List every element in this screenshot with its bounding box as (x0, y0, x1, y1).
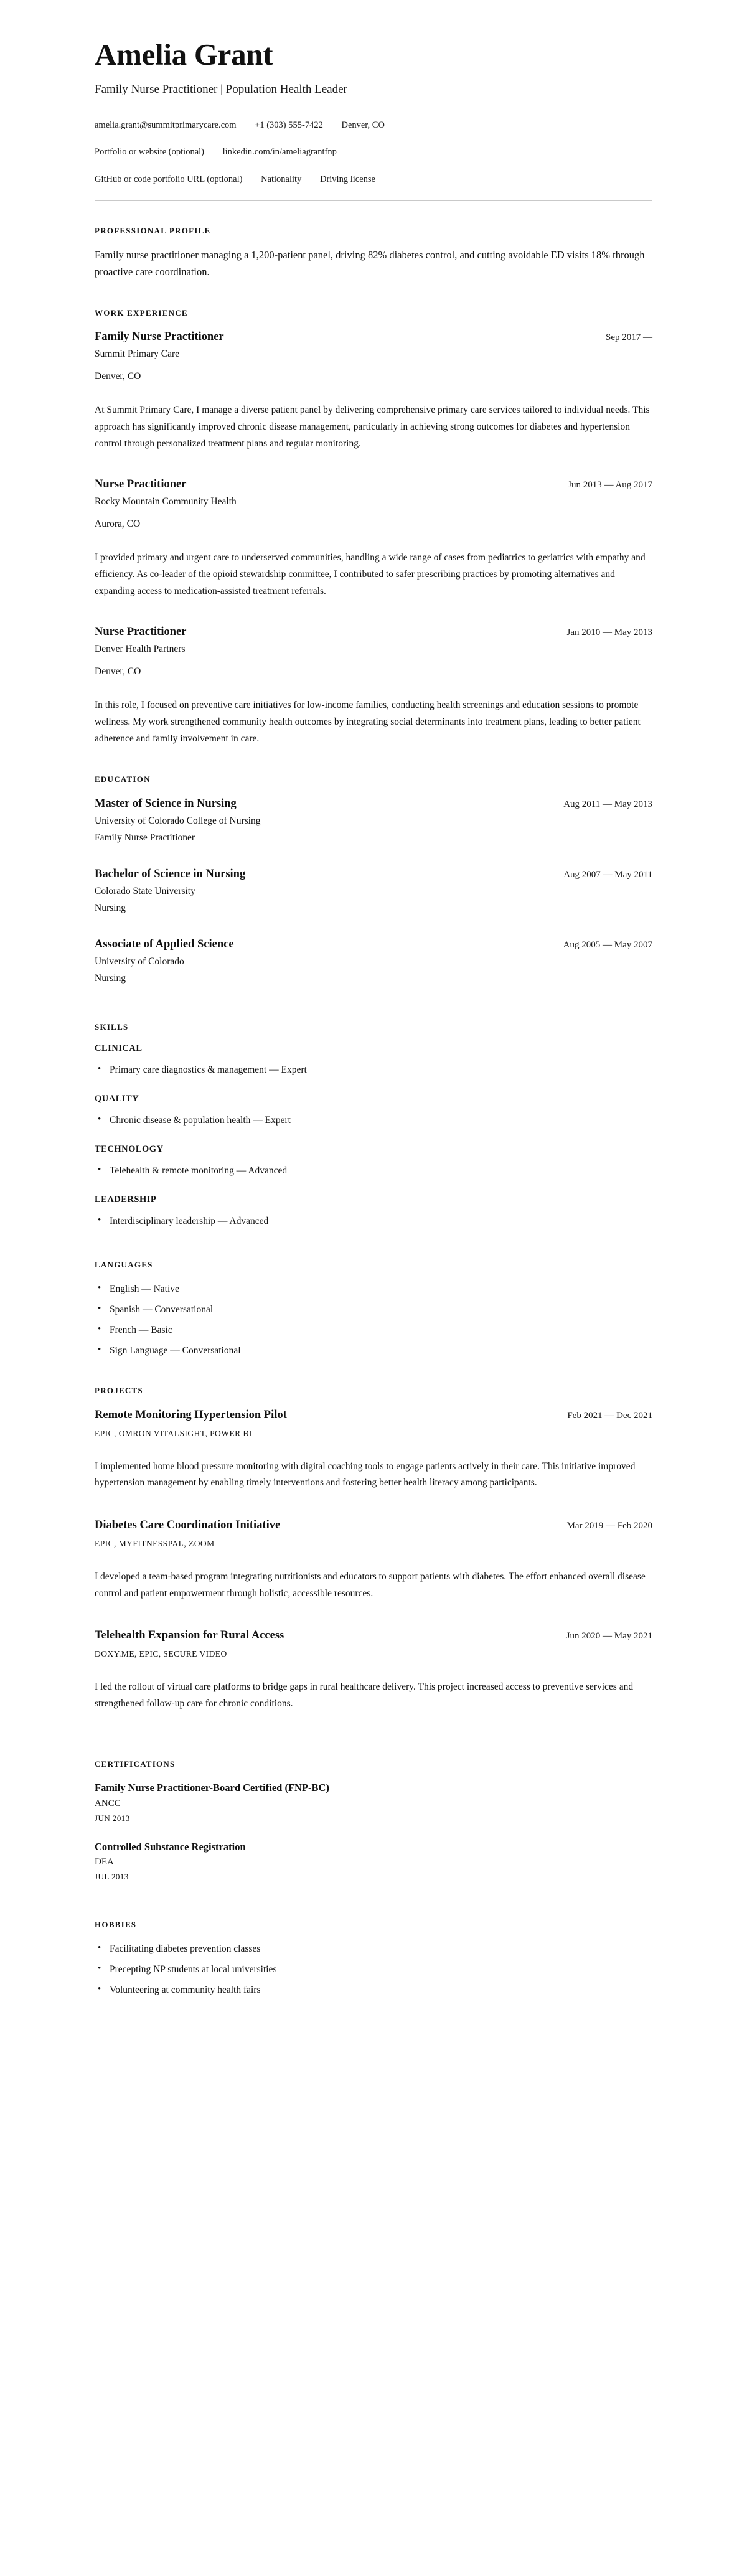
education-entry-header (95, 867, 652, 881)
education-entry (95, 867, 652, 916)
work-entry-description: In this role, I focused on preventive care initiatives for low-income families, conducting health screenings and education sessions to promote wellness. My work strengthened community health outcomes by integrating social determinants into treatment plans, leading to better patient adherence and family involvement in care. (95, 700, 641, 744)
skill-group-label: TECHNOLOGY (95, 1144, 164, 1155)
skill-group-label: CLINICAL (95, 1043, 143, 1054)
section-skills (95, 1022, 652, 1229)
project-entry-header (95, 1518, 652, 1533)
skill-group-quality (95, 1094, 652, 1128)
work-entry-company: Summit Primary Care (95, 349, 180, 360)
work-entry-location: Denver, CO (95, 665, 141, 677)
contact-portfolio-placeholder[interactable]: Portfolio or website (optional) (95, 147, 204, 157)
certification-issuer: DEA (95, 1857, 114, 1868)
skill-group-leadership (95, 1195, 652, 1229)
section-professional-profile (95, 226, 652, 281)
section-projects (95, 1386, 652, 1712)
contact-nationality-placeholder[interactable]: Nationality (261, 174, 302, 185)
candidate-headline: Family Nurse Practitioner | Population Health Leader (95, 82, 347, 96)
education-date: Aug 2005 — May 2007 (563, 939, 652, 950)
contact-driving-license-placeholder[interactable]: Driving license (319, 174, 375, 185)
section-title-projects: PROJECTS (95, 1386, 143, 1396)
project-entry (95, 1628, 652, 1712)
spacer (95, 1245, 652, 1260)
contact-github-placeholder[interactable]: GitHub or code portfolio URL (optional) (95, 174, 243, 185)
contact-line-primary (95, 119, 652, 133)
work-entry-title: Family Nurse Practitioner (95, 331, 224, 344)
candidate-name: Amelia Grant (95, 37, 273, 72)
skill-group-label: LEADERSHIP (95, 1195, 157, 1205)
hobby-list (95, 1942, 652, 1998)
skill-group-label: QUALITY (95, 1094, 139, 1104)
language-item: • Sign Language — Conversational (95, 1343, 652, 1358)
project-entry-header (95, 1408, 652, 1422)
contact-email[interactable]: amelia.grant@summitprimarycare.com (95, 120, 237, 130)
education-field: Family Nurse Practitioner (95, 832, 195, 844)
skill-list (95, 1214, 652, 1229)
work-entry (95, 477, 652, 599)
education-degree: Master of Science in Nursing (95, 797, 237, 810)
skill-list (95, 1163, 652, 1178)
spacer (95, 747, 652, 774)
project-entry (95, 1518, 652, 1602)
education-entry-header (95, 796, 652, 811)
education-entry-header (95, 937, 652, 952)
work-entry-header (95, 329, 652, 344)
header-divider (95, 200, 652, 201)
section-hobbies (95, 1920, 652, 1998)
education-school: University of Colorado (95, 956, 184, 967)
project-title: Diabetes Care Coordination Initiative (95, 1518, 281, 1531)
education-degree: Associate of Applied Science (95, 938, 234, 951)
profile-summary-text: Family nurse practitioner managing a 1,200-patient panel, driving 82% diabetes control, and cutting avoidable ED visits 18% through proactive care coordination. (95, 249, 645, 278)
work-entry-header (95, 477, 652, 492)
section-title-hobbies: HOBBIES (95, 1920, 137, 1930)
skill-list (95, 1063, 652, 1078)
contact-line-secondary (95, 146, 652, 159)
work-entry-date: Sep 2017 — (606, 332, 652, 343)
resume-header (95, 39, 652, 201)
project-description: I implemented home blood pressure monitoring with digital coaching tools to engage patients actively in their care. This initiative improved hypertension management by enabling timely interventions and fostering better health literacy among participants. (95, 1460, 636, 1488)
contact-linkedin[interactable]: linkedin.com/in/ameliagrantfnp (222, 147, 337, 157)
skill-item: • Interdisciplinary leadership — Advanced (95, 1214, 652, 1229)
contact-location: Denver, CO (341, 120, 385, 130)
spacer (95, 1738, 652, 1759)
project-description: I led the rollout of virtual care platforms to bridge gaps in rural healthcare delivery. This project increased access to preventive services and strengthened follow-up care for chronic conditions. (95, 1681, 634, 1709)
skill-group-clinical (95, 1043, 652, 1078)
project-tools: DOXY.ME, EPIC, SECURE VIDEO (95, 1649, 227, 1659)
skill-item: • Primary care diagnostics & management — Expert (95, 1063, 652, 1078)
certification-entry (95, 1781, 652, 1824)
skill-group-technology (95, 1144, 652, 1178)
work-entry-company: Denver Health Partners (95, 644, 186, 655)
certification-date: JUN 2013 (95, 1813, 130, 1823)
hobby-item: • Volunteering at community health fairs (95, 1983, 652, 1998)
work-entry (95, 624, 652, 747)
project-date: Mar 2019 — Feb 2020 (566, 1520, 652, 1531)
education-school: University of Colorado College of Nursing (95, 815, 261, 826)
project-description: I developed a team-based program integrating nutritionists and educators to support patients with diabetes. The effort enhanced overall disease control and patient empowerment through holistic, accessible resources. (95, 1571, 646, 1599)
certification-title: Family Nurse Practitioner-Board Certified (FNP-BC) (95, 1782, 329, 1794)
certification-date: JUL 2013 (95, 1872, 129, 1882)
section-title-profile: PROFESSIONAL PROFILE (95, 225, 211, 235)
section-title-education: EDUCATION (95, 774, 151, 784)
section-title-languages: LANGUAGES (95, 1260, 153, 1270)
language-item: • French — Basic (95, 1323, 652, 1338)
certification-issuer: ANCC (95, 1798, 121, 1808)
work-entry-company: Rocky Mountain Community Health (95, 496, 237, 507)
work-entry-title: Nurse Practitioner (95, 626, 187, 639)
section-title-work: WORK EXPERIENCE (95, 308, 188, 317)
project-title: Telehealth Expansion for Rural Access (95, 1629, 284, 1642)
education-entry (95, 796, 652, 845)
education-field: Nursing (95, 973, 126, 984)
education-field: Nursing (95, 903, 126, 914)
contact-line-tertiary (95, 173, 652, 187)
work-entry-date: Jan 2010 — May 2013 (566, 628, 652, 638)
certification-title: Controlled Substance Registration (95, 1840, 246, 1853)
section-work-experience (95, 308, 652, 747)
project-entry-header (95, 1628, 652, 1643)
project-entry (95, 1408, 652, 1492)
education-date: Aug 2007 — May 2011 (563, 869, 652, 880)
education-degree: Bachelor of Science in Nursing (95, 867, 246, 880)
certification-entry (95, 1840, 652, 1883)
spacer (95, 1358, 652, 1386)
skill-item: • Telehealth & remote monitoring — Advanced (95, 1163, 652, 1178)
hobby-item: • Precepting NP students at local universities (95, 1962, 652, 1977)
skill-list (95, 1113, 652, 1128)
work-entry-description: I provided primary and urgent care to underserved communities, handling a wide range of cases from pediatrics to geriatrics with empathy and efficiency. As co-leader of the opioid stewardship committee, I contributed to safer prescribing practices by promoting alternatives and expanding access to medication-assisted treatment referrals. (95, 552, 646, 596)
language-item: • Spanish — Conversational (95, 1302, 652, 1317)
work-entry-date: Jun 2013 — Aug 2017 (568, 480, 652, 491)
spacer (95, 1007, 652, 1022)
work-entry-location: Denver, CO (95, 370, 141, 382)
project-tools: EPIC, OMRON VITALSIGHT, POWER BI (95, 1428, 252, 1438)
education-school: Colorado State University (95, 885, 195, 896)
project-date: Jun 2020 — May 2021 (566, 1631, 652, 1642)
hobby-item: • Facilitating diabetes prevention classes (95, 1942, 652, 1957)
education-entry (95, 937, 652, 986)
project-tools: EPIC, MYFITNESSPAL, ZOOM (95, 1539, 215, 1549)
spacer (95, 1899, 652, 1920)
contact-phone[interactable]: +1 (303) 555-7422 (255, 120, 323, 130)
section-title-skills: SKILLS (95, 1022, 129, 1032)
work-entry (95, 329, 652, 452)
project-title: Remote Monitoring Hypertension Pilot (95, 1408, 287, 1421)
project-date: Feb 2021 — Dec 2021 (567, 1410, 652, 1421)
work-entry-title: Nurse Practitioner (95, 478, 187, 491)
work-entry-location: Aurora, CO (95, 518, 141, 529)
language-list (95, 1282, 652, 1358)
language-item: • English — Native (95, 1282, 652, 1297)
section-education (95, 774, 652, 986)
education-date: Aug 2011 — May 2013 (563, 799, 652, 809)
section-certifications (95, 1759, 652, 1883)
work-entry-header (95, 624, 652, 639)
section-title-certifications: CERTIFICATIONS (95, 1759, 176, 1769)
skill-item: • Chronic disease & population health — Expert (95, 1113, 652, 1128)
work-entry-description: At Summit Primary Care, I manage a diverse patient panel by delivering comprehensive primary care services tailored to individual needs. This approach has significantly improved chronic disease management, particularly in achieving strong outcomes for diabetes and hypertension control through personalized treatment plans and regular monitoring. (95, 405, 650, 449)
section-languages (95, 1260, 652, 1358)
